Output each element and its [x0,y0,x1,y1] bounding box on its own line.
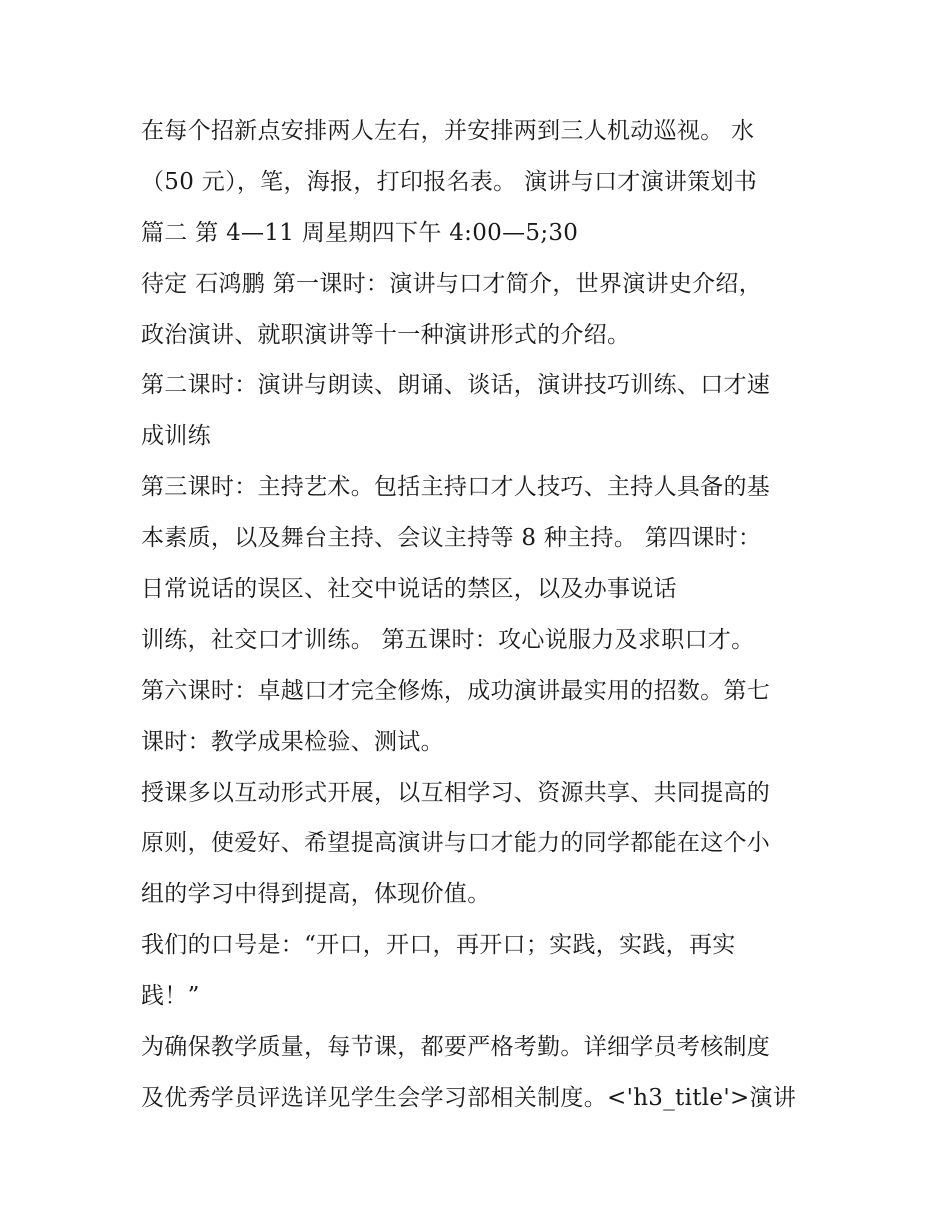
text-line-20: 及优秀学员评选详见学生会学习部相关制度。<'h3_title'>演讲 [141,1084,797,1111]
text-line-18: 践！” [141,983,200,1010]
text-line-5: 政治演讲、就职演讲等十一种演讲形式的介绍。 [141,321,631,348]
text-line-13: 课时：教学成果检验、测试。 [141,728,444,755]
text-line-4: 待定 石鸿鹏 第一课时：演讲与口才简介，世界演讲史介绍， [141,270,763,297]
text-line-10: 日常说话的误区、社交中说话的禁区，以及办事说话 [141,576,677,603]
text-line-12: 第六课时：卓越口才完全修炼，成功演讲最实用的招数。第七 [141,677,771,704]
text-line-14: 授课多以互动形式开展，以互相学习、资源共享、共同提高的 [141,779,771,806]
text-line-2: （50 元），笔，海报，打印报名表。 演讲与口才演讲策划书 [141,168,758,195]
text-line-16: 组的学习中得到提高，体现价值。 [141,881,491,908]
text-line-8: 第三课时：主持艺术。包括主持口才人技巧、主持人具备的基 [141,474,771,501]
text-line-11: 训练，社交口才训练。 第五课时：攻心说服力及求职口才。 [141,626,755,653]
text-line-1: 在每个招新点安排两人左右，并安排两到三人机动巡视。 水 [141,118,755,144]
text-line-3: 篇二 第 4—11 周星期四下午 4:00—5;30 [141,219,579,246]
text-line-15: 原则，使爱好、希望提高演讲与口才能力的同学都能在这个小 [141,830,771,857]
text-line-9: 本素质，以及舞台主持、会议主持等 8 种主持。 第四课时： [141,525,762,552]
text-line-19: 为确保教学质量，每节课，都要严格考勤。详细学员考核制度 [141,1034,771,1061]
document-body [141,106,821,1124]
text-line-6: 第二课时：演讲与朗读、朗诵、谈话，演讲技巧训练、口才速 [141,372,771,399]
text-line-7: 成训练 [141,423,211,450]
text-line-17: 我们的口号是：“开口，开口，再开口；实践，实践，再实 [141,932,736,959]
